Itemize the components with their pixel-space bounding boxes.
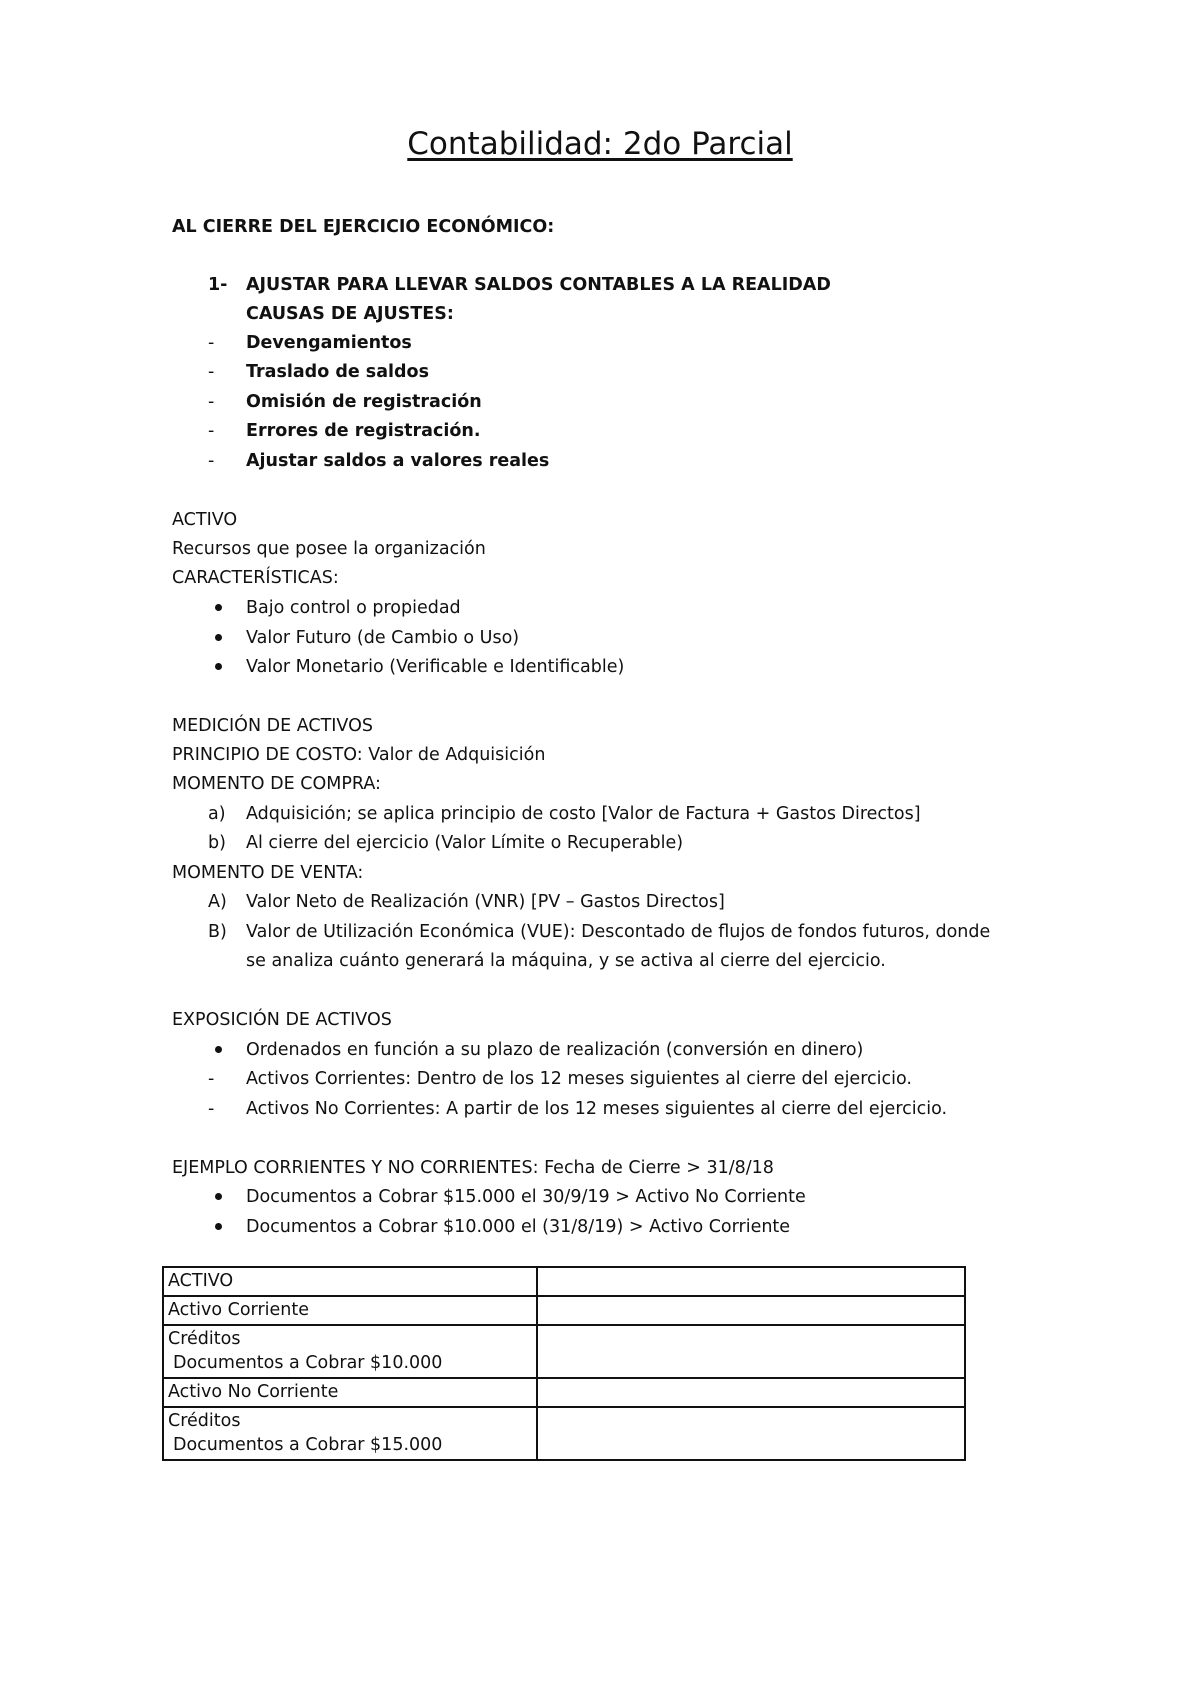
- table-cell: [163, 1325, 537, 1378]
- cell-subtext: Documentos a Cobrar $15.000: [173, 1435, 443, 1455]
- table-cell: [163, 1267, 537, 1296]
- causa-item: Devengamientos: [246, 333, 412, 353]
- causa-item: Errores de registración.: [246, 421, 481, 441]
- bullet-icon: [215, 604, 222, 611]
- compra-item: Al cierre del ejercicio (Valor Límite o Recuperable): [246, 833, 684, 853]
- bullet-icon: [215, 1223, 222, 1230]
- list-marker: b): [208, 833, 226, 853]
- activo-table: [162, 1266, 966, 1461]
- exposicion-heading: EXPOSICIÓN DE ACTIVOS: [172, 1010, 392, 1030]
- ejemplo-fecha: Fecha de Cierre > 31/8/18: [544, 1158, 774, 1178]
- caracteristicas-heading: CARACTERÍSTICAS:: [172, 568, 339, 588]
- cell-text: Créditos: [168, 1329, 241, 1349]
- bullet-icon: [215, 1193, 222, 1200]
- item1-number: 1-: [208, 275, 228, 295]
- bullet-icon: [215, 634, 222, 641]
- bullet-icon: [215, 1046, 222, 1053]
- principio-label: PRINCIPIO DE COSTO:: [172, 745, 363, 765]
- cell-text: Créditos: [168, 1411, 241, 1431]
- caracteristica-item: Valor Futuro (de Cambio o Uso): [246, 628, 520, 648]
- table-cell: [163, 1378, 537, 1407]
- activo-definition: Recursos que posee la organización: [172, 539, 486, 559]
- cell-text: Activo Corriente: [168, 1300, 309, 1320]
- page-title: Contabilidad: 2do Parcial: [407, 126, 793, 162]
- list-marker: a): [208, 804, 226, 824]
- table-row: [163, 1296, 965, 1325]
- corrientes-label: Activos Corrientes:: [246, 1069, 412, 1089]
- principio-value: Valor de Adquisición: [368, 745, 546, 765]
- ejemplo-heading: EJEMPLO CORRIENTES Y NO CORRIENTES:: [172, 1158, 539, 1178]
- no-corrientes-text: A partir de los 12 meses siguientes al cierre del ejercicio.: [446, 1099, 948, 1119]
- causas-heading: CAUSAS DE AJUSTES:: [246, 304, 454, 324]
- table-cell-empty: [537, 1267, 965, 1296]
- list-marker: A): [208, 892, 227, 912]
- caracteristica-item: Bajo control o propiedad: [246, 598, 461, 618]
- cell-subtext: Documentos a Cobrar $10.000: [173, 1353, 443, 1373]
- list-marker: B): [208, 922, 227, 942]
- ejemplo-heading-line: [172, 1157, 774, 1179]
- venta-item: Valor Neto de Realización (VNR) [PV – Gastos Directos]: [246, 892, 725, 912]
- dash-marker: -: [208, 1099, 215, 1119]
- venta-heading: MOMENTO DE VENTA:: [172, 863, 364, 883]
- compra-item: Adquisición; se aplica principio de costo [Valor de Factura + Gastos Directos]: [246, 804, 921, 824]
- cell-text: Activo No Corriente: [168, 1382, 339, 1402]
- activo-heading: ACTIVO: [172, 510, 238, 530]
- corrientes-item: [246, 1068, 912, 1090]
- exposicion-bullet: Ordenados en función a su plazo de realización (conversión en dinero): [246, 1040, 864, 1060]
- venta-item: Valor de Utilización Económica (VUE): Descontado de flujos de fondos futuros, donde: [246, 922, 991, 942]
- compra-heading: MOMENTO DE COMPRA:: [172, 774, 381, 794]
- table-row: [163, 1267, 965, 1296]
- medicion-heading: MEDICIÓN DE ACTIVOS: [172, 716, 373, 736]
- table-cell-empty: [537, 1296, 965, 1325]
- no-corrientes-label: Activos No Corrientes:: [246, 1099, 441, 1119]
- table-cell-empty: [537, 1378, 965, 1407]
- bullet-icon: [215, 663, 222, 670]
- causa-item: Traslado de saldos: [246, 362, 429, 382]
- table-row: [163, 1325, 965, 1378]
- dash-marker: -: [208, 362, 215, 382]
- no-corrientes-item: [246, 1098, 947, 1120]
- cell-text: ACTIVO: [168, 1271, 234, 1291]
- dash-marker: -: [208, 333, 215, 353]
- table-cell-empty: [537, 1325, 965, 1378]
- causa-item: Omisión de registración: [246, 392, 482, 412]
- dash-marker: -: [208, 1069, 215, 1089]
- table-row: [163, 1407, 965, 1460]
- causa-item: Ajustar saldos a valores reales: [246, 451, 550, 471]
- item1-text: AJUSTAR PARA LLEVAR SALDOS CONTABLES A LA REALIDAD: [246, 275, 831, 295]
- ejemplo-item: Documentos a Cobrar $10.000 el (31/8/19) > Activo Corriente: [246, 1217, 791, 1237]
- corrientes-text: Dentro de los 12 meses siguientes al cierre del ejercicio.: [416, 1069, 912, 1089]
- table-cell: [163, 1296, 537, 1325]
- table-cell-empty: [537, 1407, 965, 1460]
- table-cell: [163, 1407, 537, 1460]
- caracteristica-item: Valor Monetario (Verificable e Identificable): [246, 657, 625, 677]
- principio-costo: [172, 744, 545, 766]
- table-row: [163, 1378, 965, 1407]
- dash-marker: -: [208, 421, 215, 441]
- cierre-heading: AL CIERRE DEL EJERCICIO ECONÓMICO:: [172, 217, 555, 237]
- dash-marker: -: [208, 392, 215, 412]
- venta-item-continuation: se analiza cuánto generará la máquina, y se activa al cierre del ejercicio.: [246, 951, 886, 971]
- ejemplo-item: Documentos a Cobrar $15.000 el 30/9/19 > Activo No Corriente: [246, 1187, 806, 1207]
- dash-marker: -: [208, 451, 215, 471]
